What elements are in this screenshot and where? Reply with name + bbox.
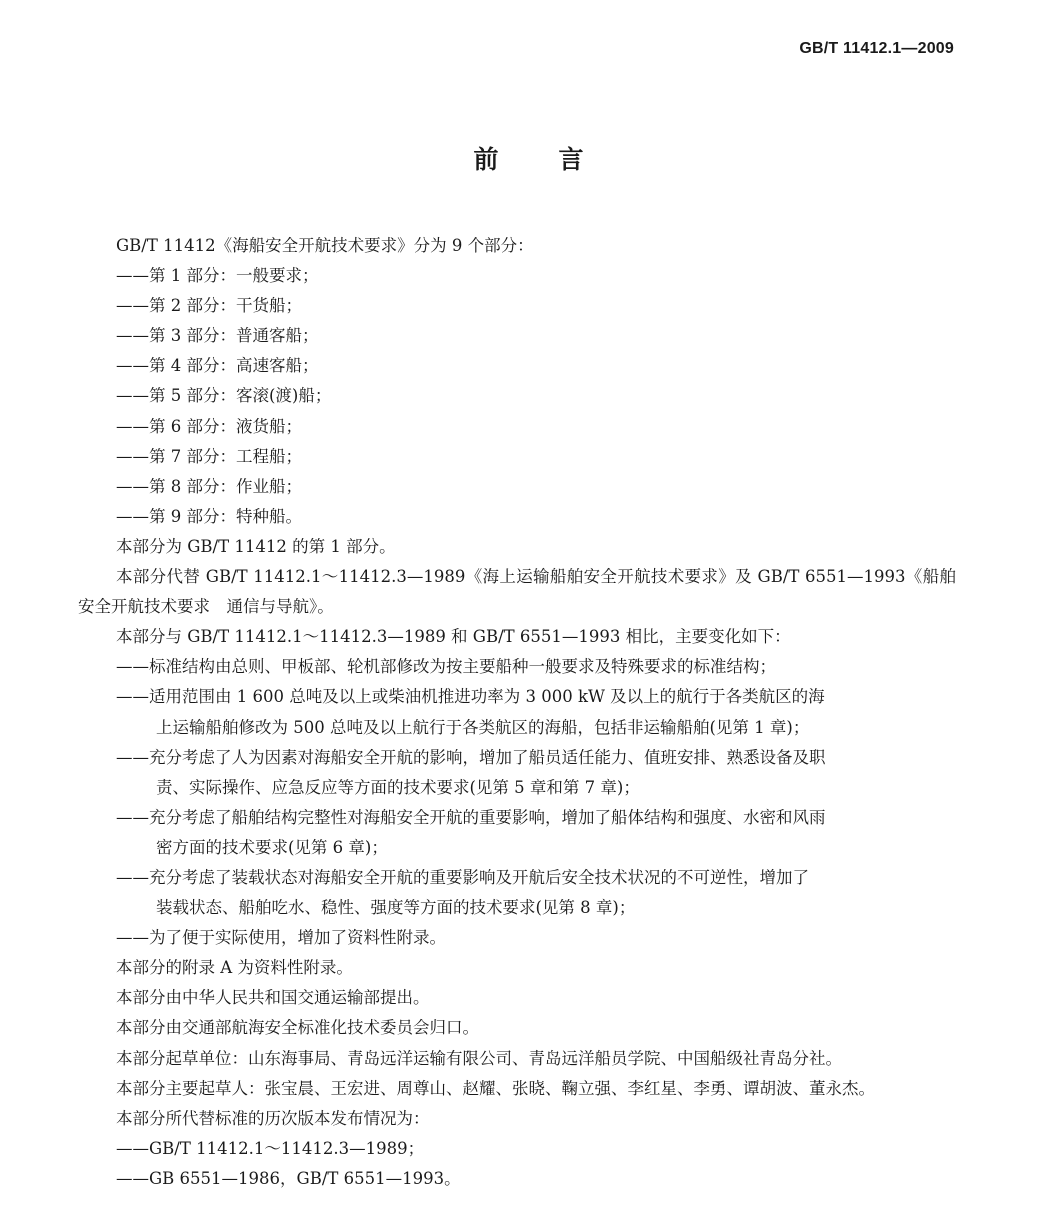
change-item-text: ——标准结构由总则、甲板部、轮机部修改为按主要船种一般要求及特殊要求的标准结构； xyxy=(116,657,776,677)
intro-paragraph: GB/T 11412《海船安全开航技术要求》分为 9 个部分： xyxy=(116,236,534,255)
history-item: ——GB/T 11412.1～11412.3—1989； xyxy=(116,1138,425,1158)
history-intro-paragraph: 本部分所代替标准的历次版本发布情况为： xyxy=(116,1108,430,1128)
centralized-paragraph: 本部分由交通部航海安全标准化技术委员会归口。 xyxy=(116,1018,479,1038)
drafting-units-paragraph: 本部分起草单位：山东海事局、青岛远洋运输有限公司、青岛远洋船员学院、中国船级社青岛分社。 xyxy=(116,1048,842,1068)
change-item xyxy=(78,682,956,742)
part-item: ——第 2 部分：干货船； xyxy=(116,296,302,316)
compared-paragraph: 本部分与 GB/T 11412.1～11412.3—1989 和 GB/T 6551—1993 相比，主要变化如下： xyxy=(116,627,791,647)
standard-number: GB/T 11412.1—2009 xyxy=(799,40,954,57)
replaces-paragraph: 本部分代替 GB/T 11412.1～11412.3—1989《海上运输船舶安全开航技术要求》及 GB/T 6551—1993《船舶安全开航技术要求 通信与导航》。 xyxy=(78,567,956,617)
foreword-body xyxy=(78,231,956,1194)
change-item-continuation: 责、实际操作、应急反应等方面的技术要求(见第 5 章和第 7 章)； xyxy=(156,777,640,797)
part-item: ——第 1 部分：一般要求； xyxy=(116,266,319,286)
change-item-continuation: 密方面的技术要求(见第 6 章)； xyxy=(156,837,388,857)
part-item: ——第 4 部分：高速客船； xyxy=(116,356,319,376)
this-part-paragraph: 本部分为 GB/T 11412 的第 1 部分。 xyxy=(116,536,396,556)
change-item xyxy=(78,863,956,923)
annex-paragraph: 本部分的附录 A 为资料性附录。 xyxy=(116,958,353,978)
change-item-continuation: 上运输船舶修改为 500 总吨及以上航行于各类航区的海船，包括非运输船舶(见第 1 章)； xyxy=(156,717,810,737)
change-item-text: ——充分考虑了人为因素对海船安全开航的影响，增加了船员适任能力、值班安排、熟悉设备及职 xyxy=(116,747,826,767)
page-title: 前言 xyxy=(473,145,644,174)
part-item: ——第 5 部分：客滚(渡)船； xyxy=(116,386,332,406)
change-item-continuation: 装载状态、船舶吃水、稳性、强度等方面的技术要求(见第 8 章)； xyxy=(156,898,636,918)
change-item-text: ——为了便于实际使用，增加了资料性附录。 xyxy=(116,928,446,948)
change-item xyxy=(78,743,956,803)
part-item: ——第 7 部分：工程船； xyxy=(116,446,302,466)
history-item: ——GB 6551—1986，GB/T 6551—1993。 xyxy=(116,1168,461,1188)
part-item: ——第 3 部分：普通客船； xyxy=(116,326,319,346)
change-item xyxy=(78,923,956,953)
change-item-text: ——适用范围由 1 600 总吨及以上或柴油机推进功率为 3 000 kW 及以上的航行于各类航区的海 xyxy=(116,687,825,707)
change-item-text: ——充分考虑了装载状态对海船安全开航的重要影响及开航后安全技术状况的不可逆性，增加了 xyxy=(116,867,809,887)
change-item xyxy=(78,652,956,682)
change-item-text: ——充分考虑了船舶结构完整性对海船安全开航的重要影响，增加了船体结构和强度、水密和风雨 xyxy=(116,807,826,827)
part-item: ——第 8 部分：作业船； xyxy=(116,476,302,496)
drafters-paragraph: 本部分主要起草人：张宝晨、王宏进、周尊山、赵耀、张晓、鞠立强、李红星、李勇、谭胡波、董永杰。 xyxy=(116,1078,875,1098)
part-item: ——第 6 部分：液货船； xyxy=(116,416,302,436)
part-item: ——第 9 部分：特种船。 xyxy=(116,506,302,526)
proposed-paragraph: 本部分由中华人民共和国交通运输部提出。 xyxy=(116,988,430,1008)
change-item xyxy=(78,803,956,863)
